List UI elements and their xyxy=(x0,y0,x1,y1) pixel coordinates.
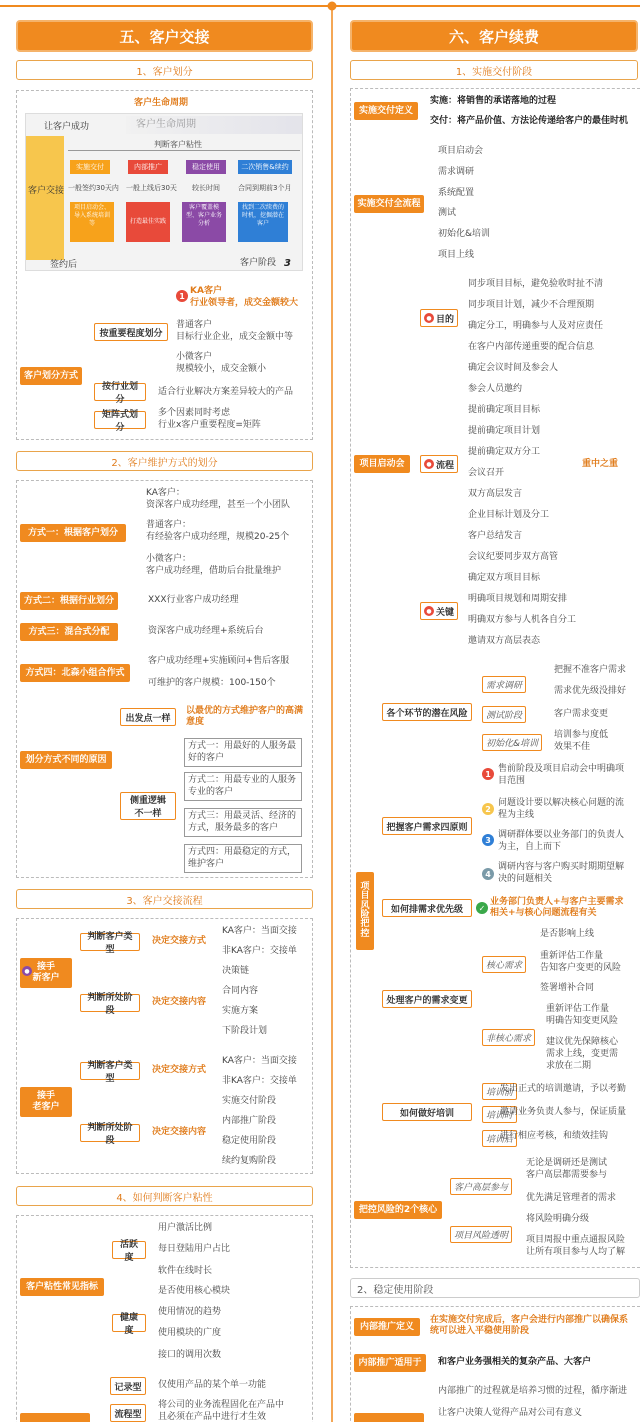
label-handover: 客户交接 xyxy=(28,186,65,196)
principle-4-icon: 4 xyxy=(482,868,494,880)
new-stage-item-1: 决策链 xyxy=(222,966,250,976)
bottom-item-2: 让客户决策人觉得产品对公司有意义 xyxy=(438,1408,583,1418)
activity-item-3: 软件在线时长 xyxy=(158,1266,213,1276)
period-4: 合同到期前3个月 xyxy=(238,184,292,192)
m1-normal-label: 普通客户： xyxy=(146,520,192,530)
node-method-1: 方式一：根据客户划分 xyxy=(20,524,126,542)
node-priority: 如何排需求优先级 xyxy=(382,899,472,917)
core2-item-3: 让所有项目参与人均了解 xyxy=(526,1247,626,1257)
stage-promotion: 内部推广 xyxy=(128,160,168,174)
train-item-2: 邀请业务负责人参与，保证质量 xyxy=(500,1107,627,1117)
node-by-industry: 按行业划分 xyxy=(94,383,146,401)
process-item-2: 参会人员邀约 xyxy=(468,384,523,394)
node-change: 处理客户的需求变更 xyxy=(382,990,472,1008)
new-type-item-2: 非KA客户：交接单 xyxy=(222,946,297,956)
node-process-type: 流程型 xyxy=(110,1404,146,1422)
flow-item-5: 初始化&培训 xyxy=(438,229,491,239)
node-same-start: 出发点一样 xyxy=(120,708,176,726)
node-record-type: 记录型 xyxy=(110,1377,146,1395)
new-stage-item-3: 实施方案 xyxy=(222,1006,259,1016)
user-icon: ● xyxy=(22,966,32,976)
principle-1-icon: 1 xyxy=(482,768,494,780)
risk-note-1: 把握不准客户需求 xyxy=(554,665,627,675)
core1-item-1: 无论是调研还是测试 xyxy=(526,1158,608,1168)
risk-note-5: 效果不佳 xyxy=(554,742,591,752)
m1-ka-label: KA客户： xyxy=(146,488,185,498)
node-kickoff: 项目启动会 xyxy=(354,455,410,473)
noncore-item-5: 求放在二期 xyxy=(546,1061,592,1071)
risk-note-2: 需求优先级没排好 xyxy=(554,686,627,696)
health-item-1: 是否使用核心模块 xyxy=(158,1286,231,1296)
new-type-item-1: KA客户：当面交接 xyxy=(222,926,297,936)
core2-item-2: 项目周报中重点通报风险 xyxy=(526,1235,626,1245)
label-after-signing: 签约后 xyxy=(50,260,78,270)
process-item-7: 双方高层发言 xyxy=(468,489,523,499)
activity-item-2: 每日登陆用户占比 xyxy=(158,1244,231,1254)
target-icon: ● xyxy=(424,313,434,323)
core-item-3: 告知客户变更的风险 xyxy=(540,963,622,973)
process-item-2: 且必须在产品中进行才生效 xyxy=(158,1412,267,1422)
def-item-2: 交付：将产品价值、方法论传递给客户的最佳时机 xyxy=(430,116,629,126)
promo-fit-note: 和客户业务强相关的复杂产品、大客户 xyxy=(438,1357,592,1367)
new-judge-type: 判断客户类型 xyxy=(80,933,140,951)
old-type-item-1: KA客户：当面交接 xyxy=(222,1056,297,1066)
node-logic xyxy=(120,792,176,820)
flow-icon: ● xyxy=(424,459,434,469)
risk-char-1: 项 xyxy=(360,881,370,892)
stage-stable: 稳定使用 xyxy=(186,160,226,174)
matrix-note-2: 行业x客户重要程度=矩阵 xyxy=(158,420,261,430)
old-judge-stage: 判断所处阶段 xyxy=(80,1124,140,1142)
noncore-requirement: 非核心需求 xyxy=(482,1029,535,1046)
node-potential-risks: 各个环节的潜在风险 xyxy=(382,703,472,721)
activity-item-1: 用户激活比例 xyxy=(158,1223,213,1233)
old-stage-item-4: 续约复购阶段 xyxy=(222,1156,277,1166)
key-item-3: 明确双方参与人机各自分工 xyxy=(468,615,577,625)
node-matrix: 矩阵式划分 xyxy=(94,411,146,429)
label-customer-stage: 客户阶段 xyxy=(240,258,277,268)
m1-small-text: 客户成功经理，借助后台批量维护 xyxy=(146,566,282,576)
node-two-cores: 把控风险的2个核心 xyxy=(354,1201,442,1219)
industry-note: 适合行业解决方案差异较大的产品 xyxy=(158,387,294,397)
card-1: 项目启动会、导入系统培训等 xyxy=(70,202,114,242)
core-exec-participation: 客户高层参与 xyxy=(450,1178,512,1195)
old-stage-item-3: 稳定使用阶段 xyxy=(222,1136,277,1146)
core1-item-3: 优先满足管理者的需求 xyxy=(526,1193,617,1203)
m2-item: XXX行业客户成功经理 xyxy=(148,595,239,605)
stickiness-line xyxy=(68,150,300,151)
node-old-customer xyxy=(20,1087,72,1117)
node-method-3: 方式三：混合式分配 xyxy=(20,623,118,641)
node-promo-def: 内部推广定义 xyxy=(354,1318,420,1336)
risk-char-5: 把 xyxy=(360,919,370,930)
label-stickiness: 判断客户粘性 xyxy=(154,140,202,149)
check-icon: ✓ xyxy=(476,902,488,914)
process-item-6: 会议召开 xyxy=(468,468,505,478)
logic-line-1: 侧重逻辑 xyxy=(129,796,166,806)
node-promo-process xyxy=(354,1413,424,1422)
risk-stage-training: 初始化&培训 xyxy=(482,734,542,751)
subheading-stable-use: 2、稳定使用阶段 xyxy=(350,1278,640,1298)
normal-description: 目标行业企业，成交金额中等 xyxy=(176,332,294,342)
matrix-note-1: 多个因素同时考虑 xyxy=(158,408,231,418)
flow-item-3: 系统配置 xyxy=(438,188,475,198)
node-method-4: 方式四：北森小组合作式 xyxy=(20,664,130,682)
old-decide-content: 决定交接内容 xyxy=(152,1127,207,1137)
train-after: 培训后 xyxy=(482,1130,517,1147)
handover-bar xyxy=(26,136,64,260)
card-2: 打造最佳实践 xyxy=(126,202,170,242)
illustration-title: 客户生命周期 xyxy=(136,119,196,130)
bottom-item-1: 内部推广的过程就是培养习惯的过程，循序渐进 xyxy=(438,1386,628,1396)
logic-line-2: 不一样 xyxy=(134,809,162,819)
node-health: 健康度 xyxy=(112,1314,146,1332)
key-item-1: 确定双方项目目标 xyxy=(468,573,541,583)
key-point-note: 重中之重 xyxy=(582,459,619,469)
purpose-label: 目的 xyxy=(436,314,455,325)
noncore-item-1: 重新评估工作量 xyxy=(546,1004,610,1014)
section-title-renewal: 六、客户续费 xyxy=(350,20,638,52)
m3-item: 资深客户成功经理+系统后台 xyxy=(148,626,264,636)
risk-char-3: 风 xyxy=(360,900,370,911)
small-description: 规模较小，成交金额小 xyxy=(176,364,267,374)
flow-item-2: 需求调研 xyxy=(438,167,475,177)
promo-def-note: 在实施交付完成后，客户会进行内部推广以确保系统可以进入平稳使用阶段 xyxy=(430,1315,629,1337)
node-by-importance: 按重要程度划分 xyxy=(94,323,168,341)
noncore-item-4: 需求上线，变更需 xyxy=(546,1049,619,1059)
process-item-8: 企业目标计划及分工 xyxy=(468,510,550,520)
core-item-2: 重新评估工作量 xyxy=(540,951,604,961)
node-stickiness-metrics: 客户粘性常见指标 xyxy=(20,1278,104,1296)
card-4: 找到二次续费的时机，挖掘潜在客户 xyxy=(238,202,288,242)
small-customer: 小微客户 xyxy=(176,352,213,362)
node-def: 实施交付定义 xyxy=(354,102,418,120)
node-usage-type xyxy=(20,1413,90,1422)
subheading-customer-division: 1、客户划分 xyxy=(16,60,313,80)
brand-logo: 3 xyxy=(284,258,291,269)
train-item-1: 发出正式的培训邀请，予以考勤 xyxy=(500,1084,627,1094)
new-decide-way: 决定交接方式 xyxy=(152,936,207,946)
subheading-maintenance: 2、客户维护方式的划分 xyxy=(16,451,313,471)
priority-note: 业务部门负责人+与客户主要需求相关+与核心问题流程有关 xyxy=(490,897,624,919)
m1-ka-text: 资深客户成功经理，甚至一个小团队 xyxy=(146,500,291,510)
key-icon: ● xyxy=(424,606,434,616)
risk-stage-test: 测试阶段 xyxy=(482,706,526,723)
core2-item-1: 将风险明确分级 xyxy=(526,1214,590,1224)
logic-item-4: 方式四：用最稳定的方式，维护客户 xyxy=(184,844,302,873)
risk-char-4: 险 xyxy=(360,910,370,920)
subheading-stickiness: 4、如何判断客户粘性 xyxy=(16,1186,313,1206)
process-item-10: 会议纪要同步双方高管 xyxy=(468,552,559,562)
key-label: 关键 xyxy=(436,607,455,618)
section-title-handover: 五、客户交接 xyxy=(16,20,313,52)
core-item-1: 是否影响上线 xyxy=(540,929,595,939)
new-customer-line-2: 新客户 xyxy=(32,973,60,983)
principle-2: 问题设计要以解决核心问题的流程为主线 xyxy=(498,798,625,820)
node-risk-control xyxy=(356,872,374,950)
train-during: 培训时 xyxy=(482,1106,517,1123)
old-customer-line-1: 接手 xyxy=(36,1091,55,1102)
new-stage-item-4: 下阶段计划 xyxy=(222,1026,268,1036)
train-item-3: 进行相应考核，和绩效挂钩 xyxy=(500,1131,609,1141)
train-before: 培训前 xyxy=(482,1083,517,1100)
node-reason: 划分方式不同的原因 xyxy=(20,751,112,769)
illustration-title-bar xyxy=(126,116,302,134)
node-promo-fit: 内部推广适用于 xyxy=(354,1354,426,1372)
m4-item-1: 客户成功经理+实施顾问+售后客服 xyxy=(148,656,290,666)
core-risk-transparency: 项目风险透明 xyxy=(450,1226,512,1243)
health-item-3: 使用模块的广度 xyxy=(158,1328,222,1338)
purpose-item-3: 确定分工，明确参与人及对应责任 xyxy=(468,321,604,331)
m1-normal-text: 有经验客户成功经理，规模20-25个 xyxy=(146,532,290,542)
period-2: 一般上线后30天 xyxy=(126,184,177,192)
node-process xyxy=(420,455,458,473)
process-label: 流程 xyxy=(436,460,455,471)
stage-implementation: 实施交付 xyxy=(70,160,110,174)
node-purpose xyxy=(420,309,458,327)
logic-item-3: 方式三：用最灵活、经济的方式，服务最多的客户 xyxy=(184,808,302,837)
lifecycle-illustration xyxy=(25,113,303,271)
m1-small-label: 小微客户： xyxy=(146,554,192,564)
risk-note-3: 客户需求变更 xyxy=(554,709,609,719)
subheading-implementation: 1、实施交付阶段 xyxy=(350,60,638,80)
def-item-1: 实施：将销售的承诺落地的过程 xyxy=(430,96,557,106)
process-item-3: 提前确定项目目标 xyxy=(468,405,541,415)
key-item-4: 邀请双方高层表态 xyxy=(468,636,541,646)
node-division-method: 客户划分方式 xyxy=(20,367,82,385)
node-training: 如何做好培训 xyxy=(382,1103,472,1121)
process-item-1: 确定会议时间及参会人 xyxy=(468,363,559,373)
label-customer-success: 让客户成功 xyxy=(44,122,90,132)
health-item-4: 接口的调用次数 xyxy=(158,1350,222,1360)
flow-item-4: 测试 xyxy=(438,208,457,218)
old-type-item-2: 非KA客户：交接单 xyxy=(222,1076,297,1086)
ka-customer: KA客户 xyxy=(190,286,222,296)
process-item-1: 将公司的业务流程固化在产品中 xyxy=(158,1400,285,1410)
principle-3-icon: 3 xyxy=(482,834,494,846)
m4-item-2: 可维护的客户规模：100-150个 xyxy=(148,678,276,688)
process-item-5: 提前确定双方分工 xyxy=(468,447,541,457)
purpose-item-4: 在客户内部传递重要的配合信息 xyxy=(468,342,595,352)
core-item-4: 签署增补合同 xyxy=(540,983,595,993)
core1-item-2: 客户高层都需要参与 xyxy=(526,1170,608,1180)
logic-item-1: 方式一：用最好的人服务最好的客户 xyxy=(184,738,302,767)
purpose-item-1: 同步项目目标，避免验收时扯不清 xyxy=(468,279,604,289)
subheading-handover-flow: 3、客户交接流程 xyxy=(16,889,313,909)
principle-1: 售前阶段及项目启动会中明确项目范围 xyxy=(498,764,625,786)
purpose-item-2: 同步项目计划，减少不合理预期 xyxy=(468,300,595,310)
normal-customer: 普通客户 xyxy=(176,320,213,330)
principle-2-icon: 2 xyxy=(482,803,494,815)
flow-item-1: 项目启动会 xyxy=(438,146,484,156)
risk-char-6: 控 xyxy=(360,928,370,939)
same-start-note: 以最优的方式维护客户的高满意度 xyxy=(186,706,304,728)
old-stage-item-2: 内部推广阶段 xyxy=(222,1116,277,1126)
old-decide-way: 决定交接方式 xyxy=(152,1065,207,1075)
ka-description: 行业领导者，成交金额较大 xyxy=(190,298,299,308)
node-four-principles: 把握客户需求四原则 xyxy=(382,817,472,835)
new-stage-item-2: 合同内容 xyxy=(222,986,259,996)
core-requirement: 核心需求 xyxy=(482,956,526,973)
old-customer-line-2: 老客户 xyxy=(32,1102,60,1112)
health-item-2: 使用情况的趋势 xyxy=(158,1307,222,1317)
period-3: 较长时间 xyxy=(192,184,220,192)
stage-renewal: 二次销售&续约 xyxy=(238,160,292,174)
principle-4: 调研内容与客户购买时期期望解决的问题相关 xyxy=(498,862,625,884)
record-item: 仅使用产品的某个单一功能 xyxy=(158,1380,267,1390)
period-1: 一般签约30天内 xyxy=(68,184,119,192)
ka-marker-icon: 1 xyxy=(176,290,188,302)
node-key xyxy=(420,602,458,620)
node-activity: 活跃度 xyxy=(112,1241,146,1259)
node-full-flow: 实施交付全流程 xyxy=(354,195,424,213)
risk-stage-research: 需求调研 xyxy=(482,676,526,693)
risk-char-2: 目 xyxy=(360,891,370,902)
node-method-2: 方式二：根据行业划分 xyxy=(20,592,118,610)
noncore-item-2: 明确告知变更风险 xyxy=(546,1016,619,1026)
card-3: 客户覆盖模型、客户业务分析 xyxy=(182,202,226,242)
old-stage-item-1: 实施交付阶段 xyxy=(222,1096,277,1106)
risk-note-4: 培训参与度低 xyxy=(554,730,609,740)
new-customer-line-1: 接手 xyxy=(36,962,55,973)
new-decide-content: 决定交接内容 xyxy=(152,997,207,1007)
principle-3: 调研群体要以业务部门的负责人为主，自上而下 xyxy=(498,830,625,852)
lifecycle-title: 客户生命周期 xyxy=(134,98,189,108)
process-item-9: 客户总结发言 xyxy=(468,531,523,541)
flow-item-6: 项目上线 xyxy=(438,250,475,260)
process-item-4: 提前确定项目计划 xyxy=(468,426,541,436)
logic-item-2: 方式二：用最专业的人服务专业的客户 xyxy=(184,772,302,801)
noncore-item-3: 建议优先保障核心 xyxy=(546,1037,619,1047)
key-item-2: 明确项目规划和周期安排 xyxy=(468,594,568,604)
new-judge-stage: 判断所处阶段 xyxy=(80,994,140,1012)
old-judge-type: 判断客户类型 xyxy=(80,1062,140,1080)
